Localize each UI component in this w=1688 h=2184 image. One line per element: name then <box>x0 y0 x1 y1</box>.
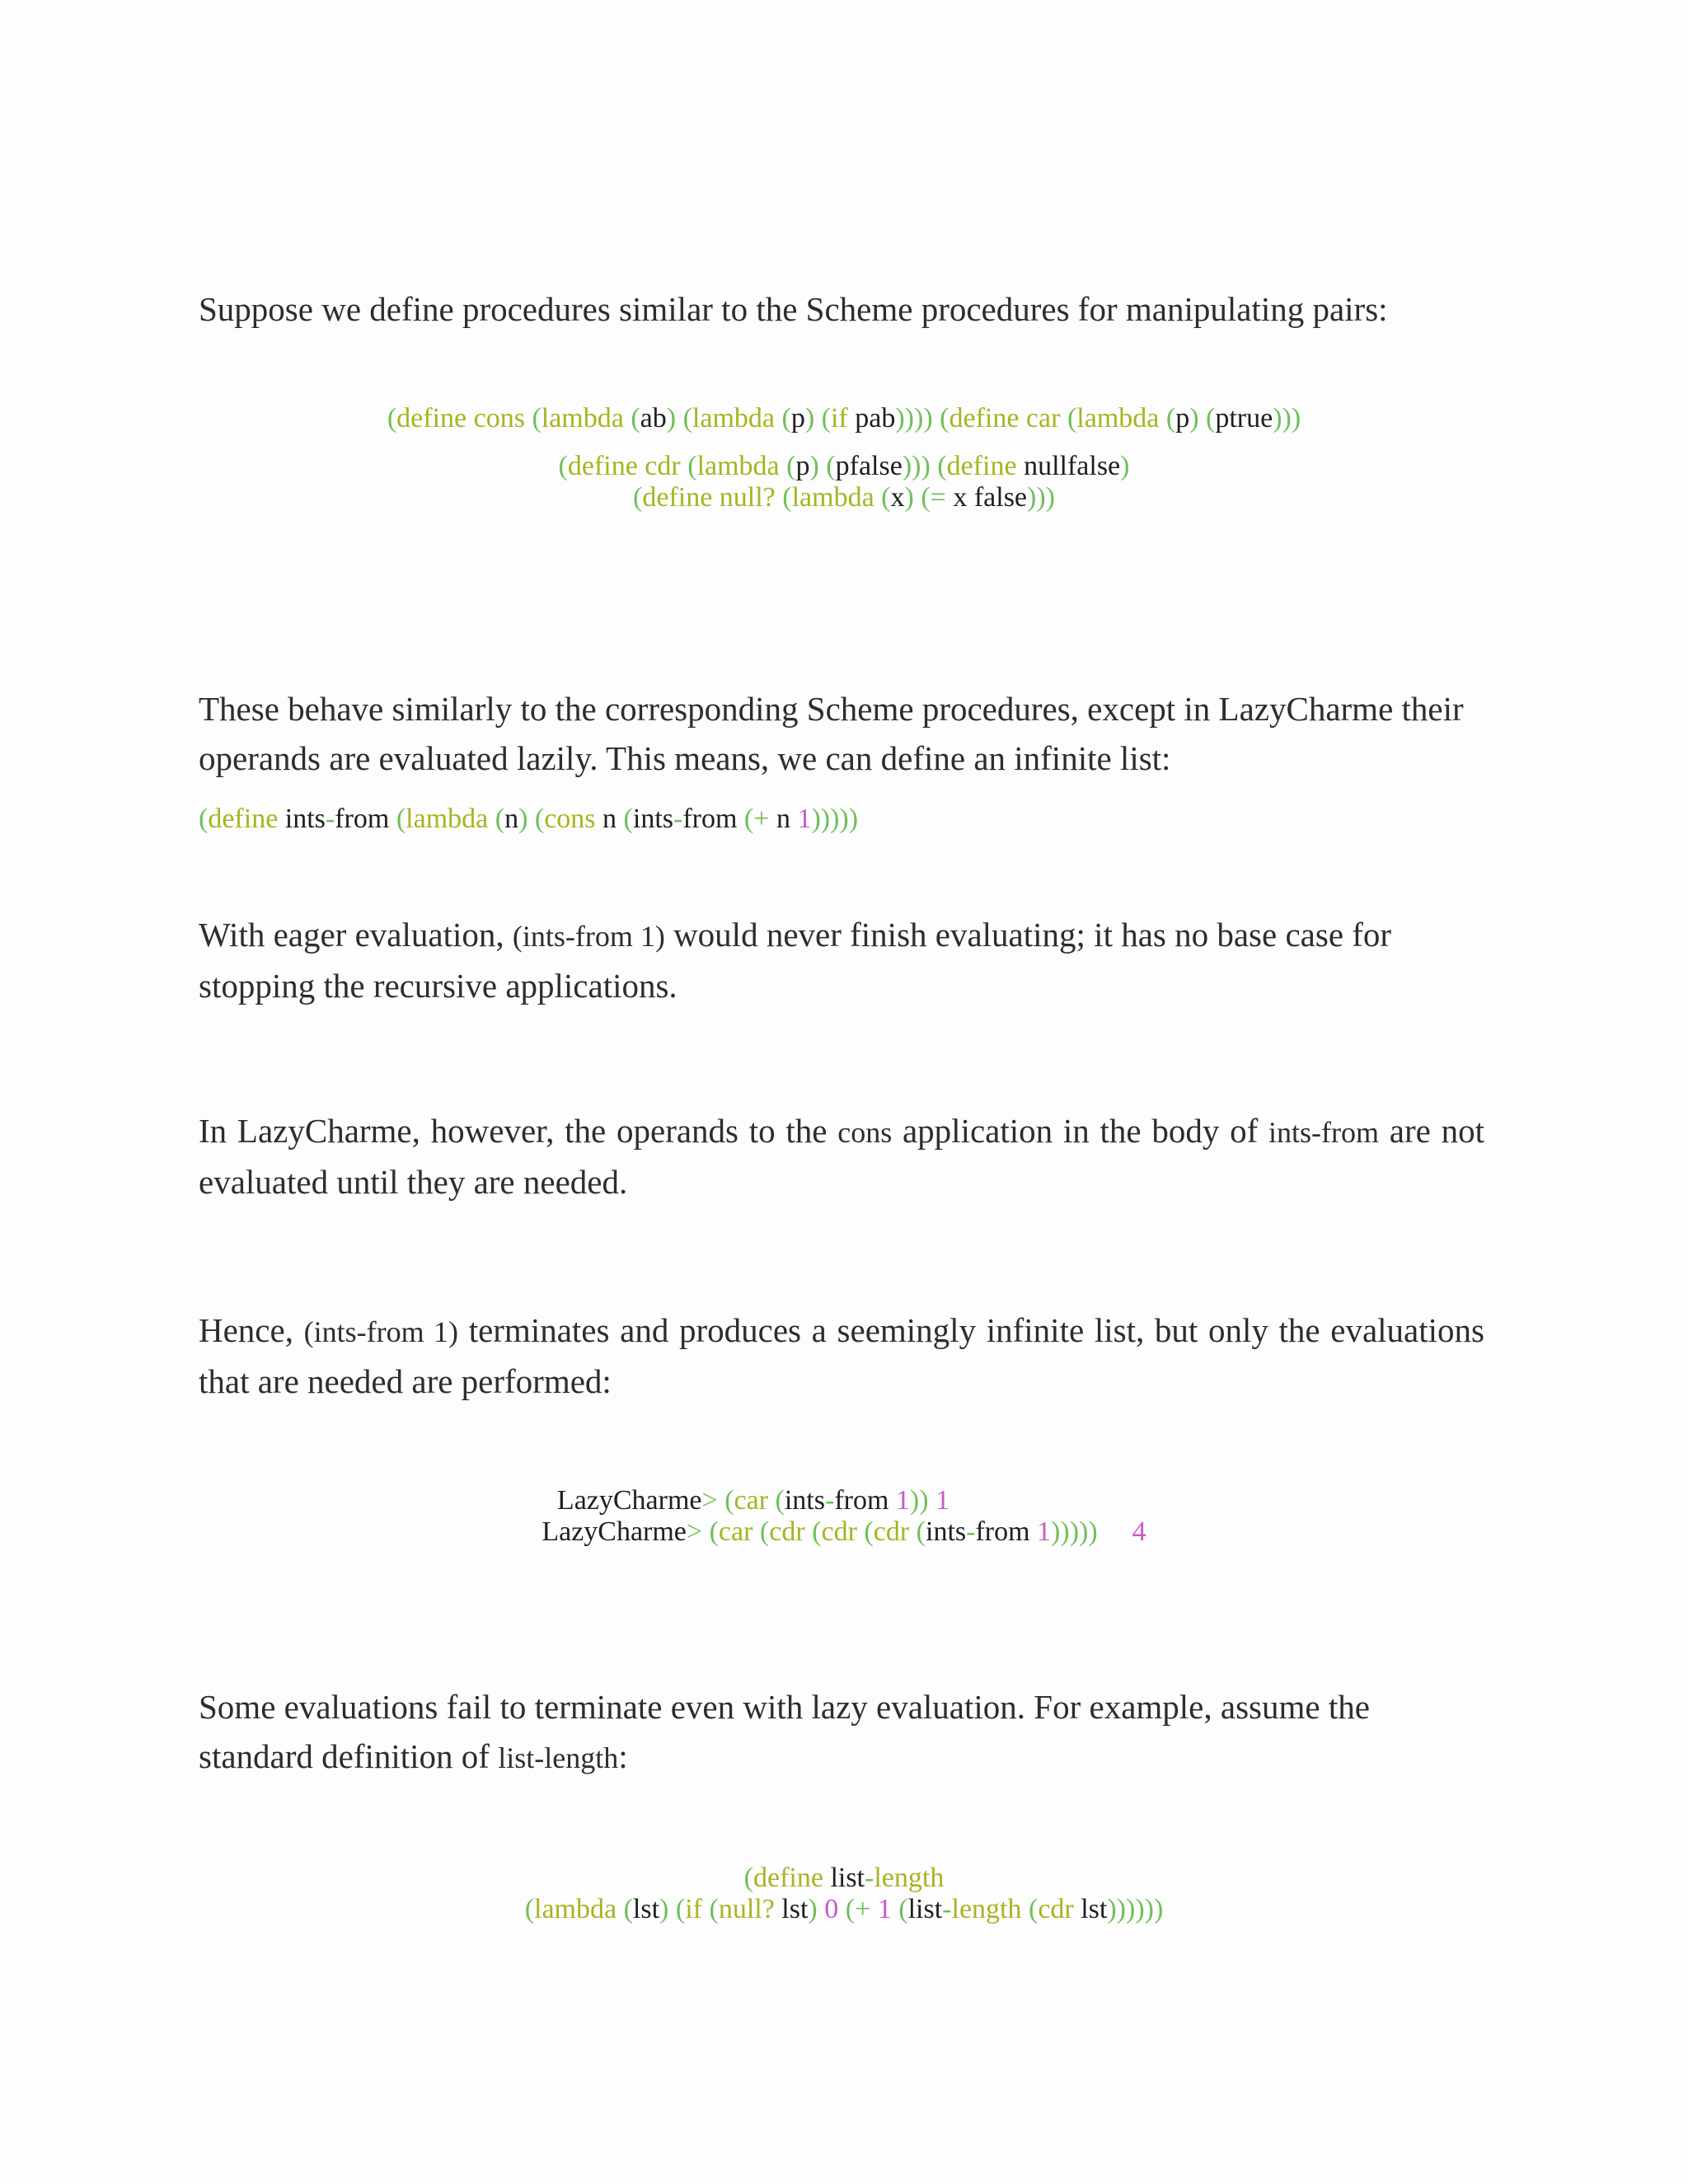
paragraph-list-length: Some evaluations fail to terminate even with lazy evaluation. For example, assume the standard definition of list-length: <box>199 1688 1370 1775</box>
paragraph-lazy-operands: These behave similarly to the corresponding Scheme procedures, except in LazyCharme their operands are evaluated lazily. This means, we can define an infinite list: <box>199 690 1464 777</box>
paragraph-hence-terminates: Hence, (ints-from 1) terminates and produces a seemingly infinite list, but only the evaluations that are needed are performed: <box>199 1311 1484 1400</box>
code-line-list-length-body: (lambda (lst) (if (null? lst) 0 (+ 1 (list-length (cdr lst)))))) <box>524 1894 1164 1924</box>
paragraph-intro: Suppose we define procedures similar to the Scheme procedures for manipulating pairs: <box>199 290 1388 328</box>
repl-result-1: 1 <box>935 1485 950 1516</box>
code-line-ints-from: (define ints-from (lambda (n) (cons n (ints-from (+ n 1))))) <box>199 804 859 834</box>
inline-code-ints-from: ints-from <box>1268 1116 1380 1149</box>
repl-line-cdr: LazyCharme> (car (cdr (cdr (cdr (ints-from 1))))) 4 <box>542 1516 1146 1547</box>
paragraph-lazycharme-operands: In LazyCharme, however, the operands to the cons application in the body of ints-from are not evaluated until they are needed. <box>199 1112 1484 1201</box>
code-line-define-list-length: (define list-length <box>743 1863 945 1893</box>
paragraph-eager-evaluation: With eager evaluation, (ints-from 1) would never finish evaluating; it has no base case for stopping the recursive applications. <box>199 916 1392 1005</box>
code-line-cdr-null: (define cdr (lambda (p) (pfalse))) (define nullfalse) <box>558 451 1130 481</box>
repl-line-car: LazyCharme> (car (ints-from 1)) 1 <box>556 1485 950 1516</box>
inline-code-list-length: list-length <box>498 1741 619 1774</box>
code-line-null-pred: (define null? (lambda (x) (= x false))) <box>633 482 1055 513</box>
code-line-cons-car: (define cons (lambda (ab) (lambda (p) (if pab)))) (define car (lambda (p) (ptrue))) <box>387 403 1301 434</box>
inline-code-ints-from-1b: (ints-from 1) <box>303 1315 459 1348</box>
inline-code-cons: cons <box>837 1116 893 1149</box>
inline-code-ints-from-1: (ints-from 1) <box>512 920 665 953</box>
repl-result-2: 4 <box>1132 1516 1146 1547</box>
